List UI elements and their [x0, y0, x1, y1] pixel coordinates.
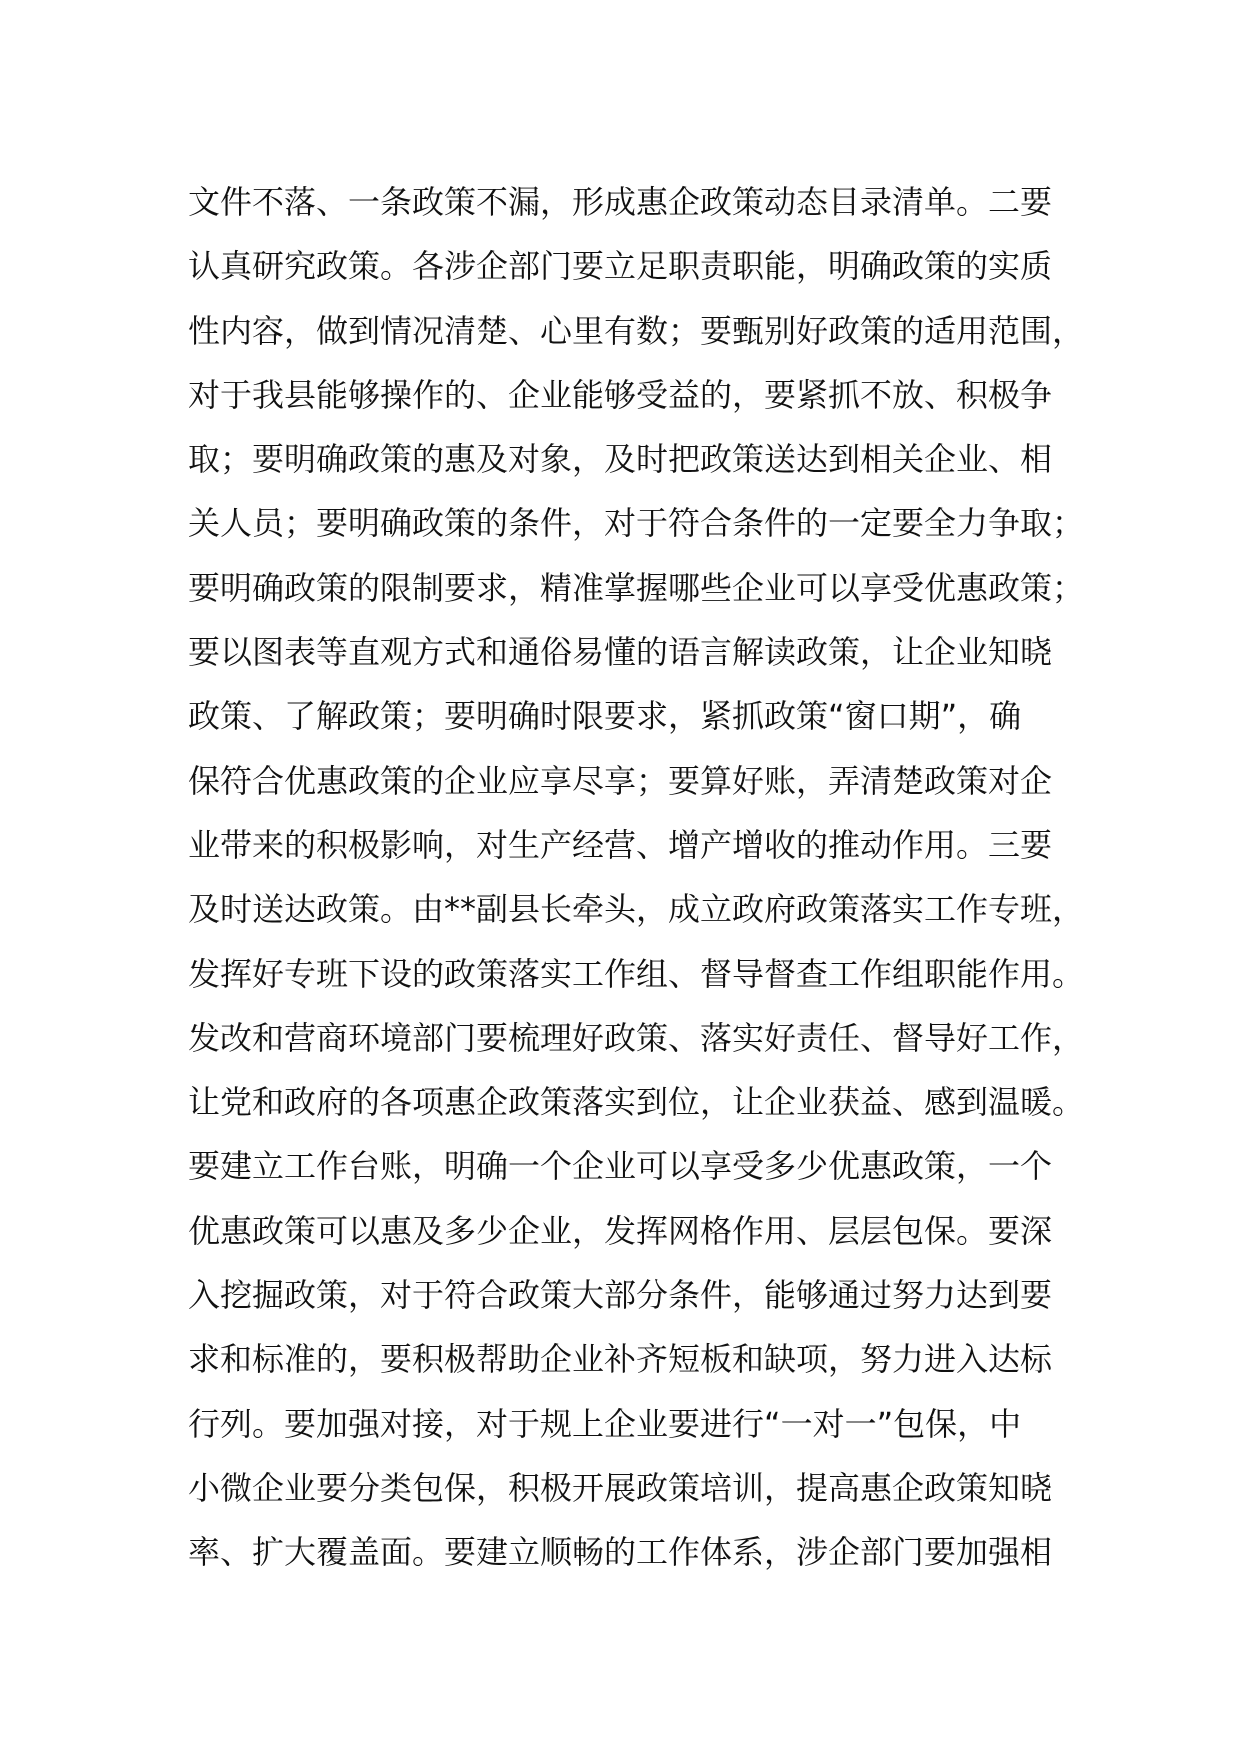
- body-text: [188, 170, 1088, 1585]
- text-line: 行列。要加强对接，对于规上企业要进行“一对一”包保，中: [188, 1404, 1022, 1443]
- text-line: 要建立工作台账，明确一个企业可以享受多少优惠政策，一个: [188, 1147, 1053, 1186]
- text-line: 发改和营商环境部门要梳理好政策、落实好责任、督导好工作，: [188, 1018, 1085, 1057]
- text-line: 让党和政府的各项惠企政策落实到位，让企业获益、感到温暖。: [188, 1083, 1085, 1122]
- text-line: 率、扩大覆盖面。要建立顺畅的工作体系，涉企部门要加强相: [188, 1533, 1053, 1572]
- text-line: 文件不落、一条政策不漏，形成惠企政策动态目录清单。二要: [188, 183, 1053, 221]
- text-line: 保符合优惠政策的企业应享尽享；要算好账，弄清楚政策对企: [188, 761, 1053, 800]
- text-line: 要以图表等直观方式和通俗易懂的语言解读政策，让企业知晓: [188, 633, 1053, 672]
- text-line: 取；要明确政策的惠及对象，及时把政策送达到相关企业、相: [188, 440, 1053, 479]
- text-line: 求和标准的，要积极帮助企业补齐短板和缺项，努力进入达标: [188, 1340, 1053, 1379]
- text-line: 关人员；要明确政策的条件，对于符合条件的一定要全力争取；: [188, 504, 1085, 543]
- text-line: 发挥好专班下设的政策落实工作组、督导督查工作组职能作用。: [188, 954, 1085, 993]
- text-line: 入挖掘政策，对于符合政策大部分条件，能够通过努力达到要: [188, 1276, 1053, 1315]
- text-line: 政策、了解政策；要明确时限要求，紧抓政策“窗口期”，确: [188, 697, 1022, 736]
- text-line: 小微企业要分类包保，积极开展政策培训，提高惠企政策知晓: [188, 1468, 1053, 1507]
- text-line: 优惠政策可以惠及多少企业，发挥网格作用、层层包保。要深: [188, 1211, 1053, 1250]
- text-line: 性内容，做到情况清楚、心里有数；要甄别好政策的适用范围，: [188, 311, 1085, 350]
- text-line: 及时送达政策。由**副县长牵头，成立政府政策落实工作专班，: [188, 890, 1085, 929]
- text-line: 对于我县能够操作的、企业能够受益的，要紧抓不放、积极争: [188, 375, 1053, 414]
- text-line: 要明确政策的限制要求，精准掌握哪些企业可以享受优惠政策；: [188, 568, 1085, 607]
- text-line: 业带来的积极影响，对生产经营、增产增收的推动作用。三要: [188, 825, 1053, 864]
- text-line: 认真研究政策。各涉企部门要立足职责职能，明确政策的实质: [188, 247, 1053, 286]
